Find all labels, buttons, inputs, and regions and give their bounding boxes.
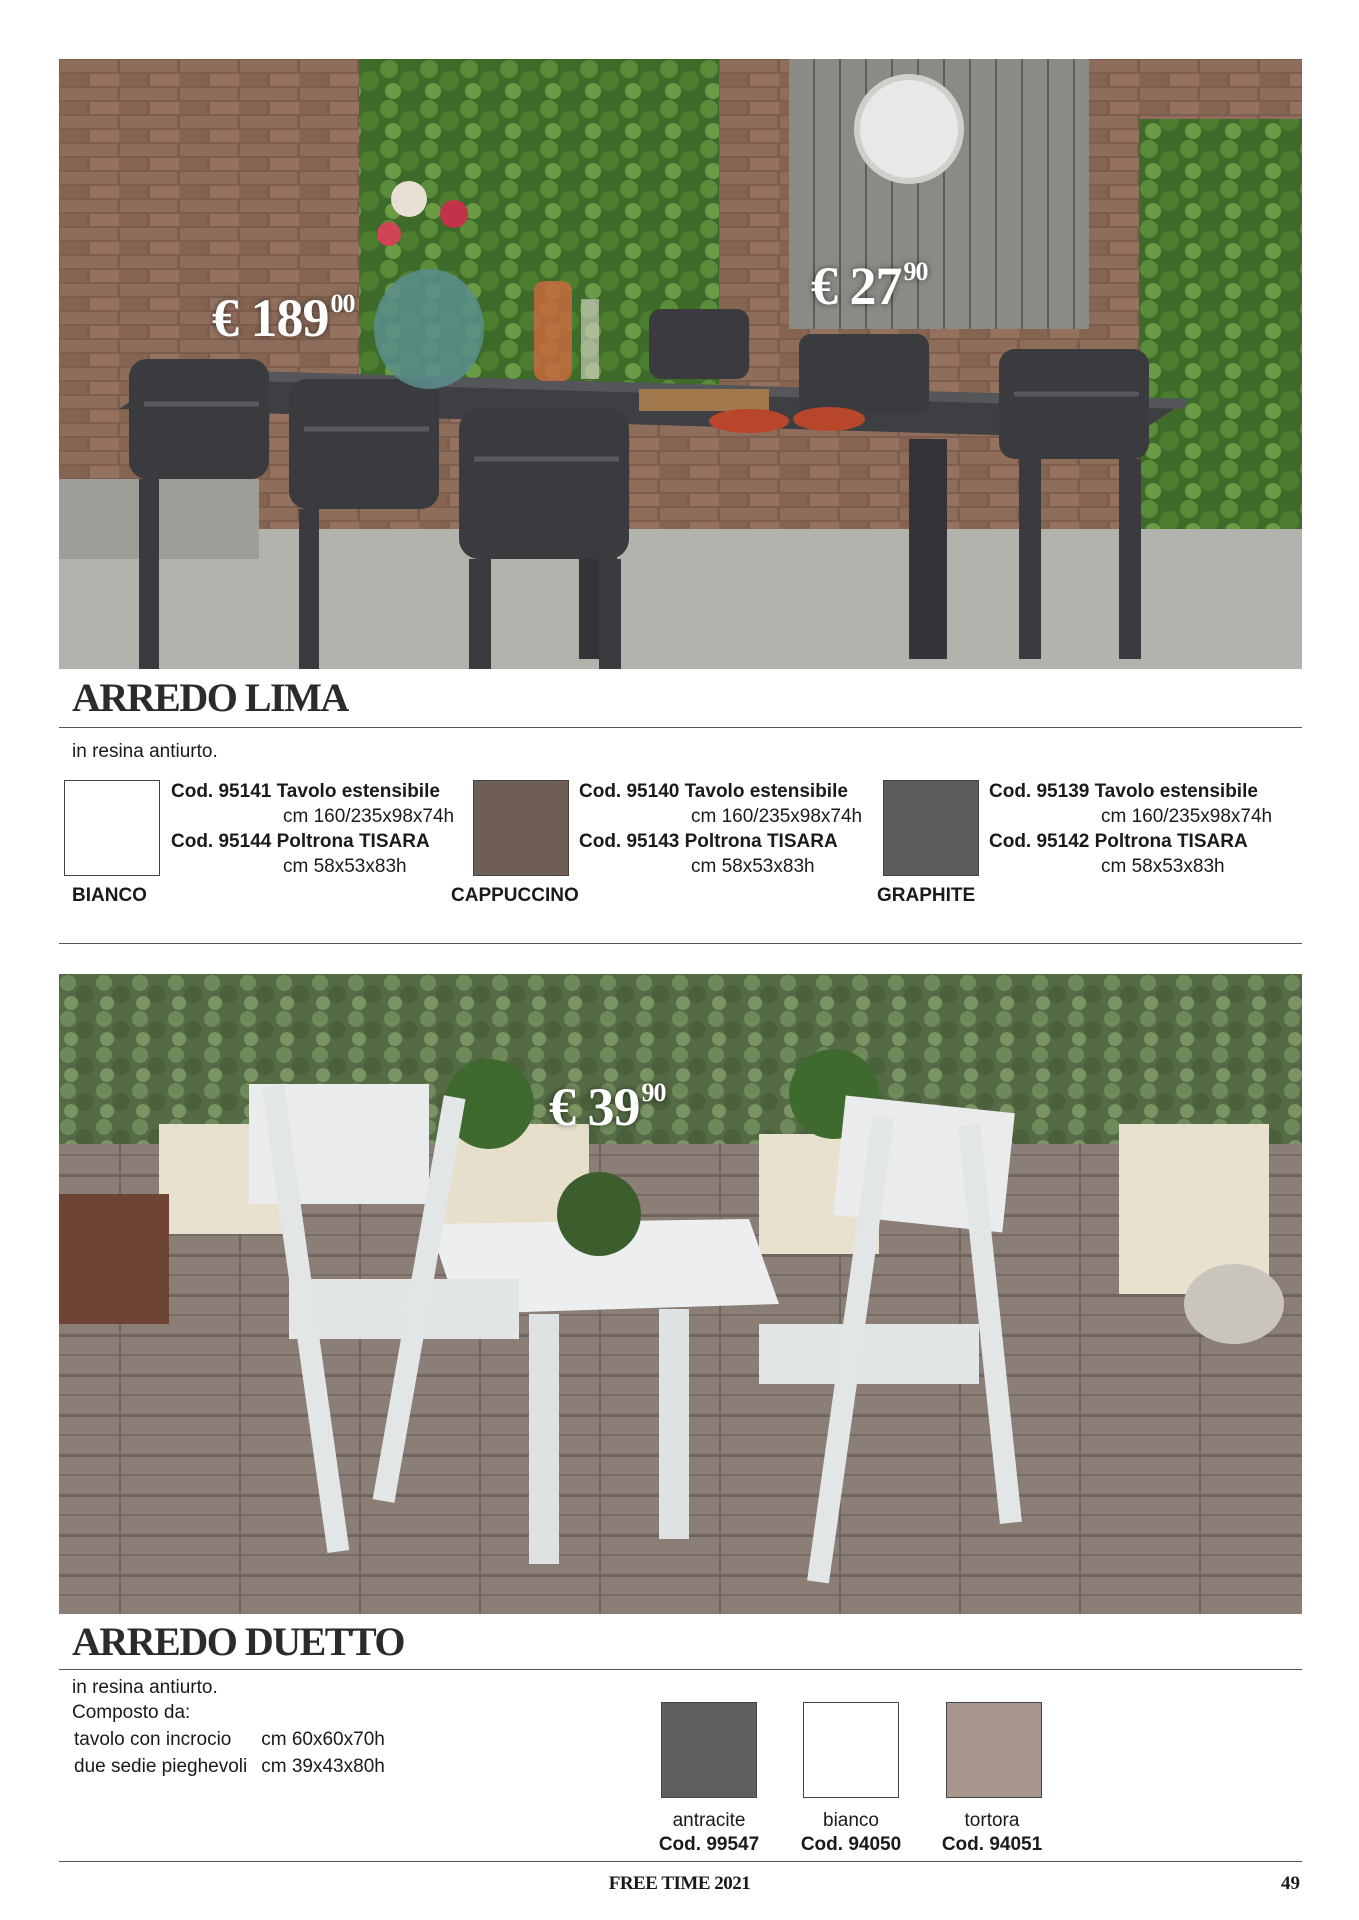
chair-code: Cod. 95142 [989,831,1090,852]
dim-value: cm 60x60x70h [261,1729,385,1750]
swatch-antracite [661,1702,757,1798]
chair-name: Poltrona TISARA [276,831,430,852]
duetto-dim-row [74,1754,385,1779]
variant-name: tortora [964,1810,1020,1831]
lima-chair-price [811,256,928,316]
variant-label-antracite [639,1809,779,1857]
swatch-graphite [883,780,979,876]
table-name: Tavolo estensibile [1094,781,1258,802]
swatch-label-cappuccino: CAPPUCCINO [451,885,579,906]
lima-title: ARREDO LIMA [72,675,348,720]
duetto-photo [59,974,1302,1614]
lima-photo [59,59,1302,669]
duetto-dimensions [72,1725,387,1781]
section-divider [59,943,1302,944]
chair-dims: cm 58x53x83h [691,856,815,877]
table-name: Tavolo estensibile [684,781,848,802]
swatch-bianco-duetto [803,1702,899,1798]
dim-value: cm 39x43x80h [261,1756,385,1777]
table-code: Cod. 95141 [171,781,272,802]
table-dims: cm 160/235x98x74h [1101,806,1273,827]
footer-rule [59,1861,1302,1862]
duetto-price [549,1077,666,1137]
variant-code: Cod. 94050 [800,1834,902,1855]
lima-table-price-main: € 189 [212,288,329,348]
lima-codes-bianco [171,779,454,879]
table-dims: cm 160/235x98x74h [283,806,455,827]
dim-label: tavolo con incrocio [74,1729,232,1750]
lima-codes-graphite [989,779,1272,879]
chair-name: Poltrona TISARA [684,831,838,852]
table-code: Cod. 95139 [989,781,1090,802]
lima-chair-price-main: € 27 [811,256,902,316]
lima-codes-cappuccino [579,779,862,879]
lima-title-rule [59,727,1302,728]
duetto-price-main: € 39 [549,1077,640,1137]
variant-name: antracite [672,1810,746,1831]
duetto-description-2: Composto da: [72,1702,191,1723]
lima-photo-illustration [59,59,1302,669]
duetto-price-cents: 90 [641,1078,666,1107]
duetto-description-1: in resina antiurto. [72,1677,218,1698]
lima-table-price-cents: 00 [330,289,355,318]
swatch-bianco [64,780,160,876]
duetto-photo-illustration [59,974,1302,1614]
duetto-title: ARREDO DUETTO [72,1619,405,1664]
variant-label-tortora [922,1809,1062,1857]
variant-name: bianco [823,1810,879,1831]
variant-code: Cod. 94051 [941,1834,1043,1855]
swatch-tortora [946,1702,1042,1798]
table-code: Cod. 95140 [579,781,680,802]
variant-code: Cod. 99547 [658,1834,760,1855]
lima-description: in resina antiurto. [72,741,218,762]
chair-dims: cm 58x53x83h [1101,856,1225,877]
footer-brand: FREE TIME 2021 [608,1873,751,1894]
dim-label: due sedie pieghevoli [74,1756,248,1777]
swatch-label-bianco: BIANCO [72,885,147,906]
duetto-title-rule [59,1669,1302,1670]
lima-table-price [212,288,355,348]
swatch-label-graphite: GRAPHITE [877,885,976,906]
variant-label-bianco [781,1809,921,1857]
swatch-cappuccino [473,780,569,876]
chair-name: Poltrona TISARA [1094,831,1248,852]
chair-code: Cod. 95144 [171,831,272,852]
chair-code: Cod. 95143 [579,831,680,852]
lima-chair-price-cents: 90 [903,257,928,286]
duetto-dim-row [74,1727,385,1752]
table-dims: cm 160/235x98x74h [691,806,863,827]
page-number: 49 [1281,1873,1300,1894]
table-name: Tavolo estensibile [276,781,440,802]
chair-dims: cm 58x53x83h [283,856,407,877]
